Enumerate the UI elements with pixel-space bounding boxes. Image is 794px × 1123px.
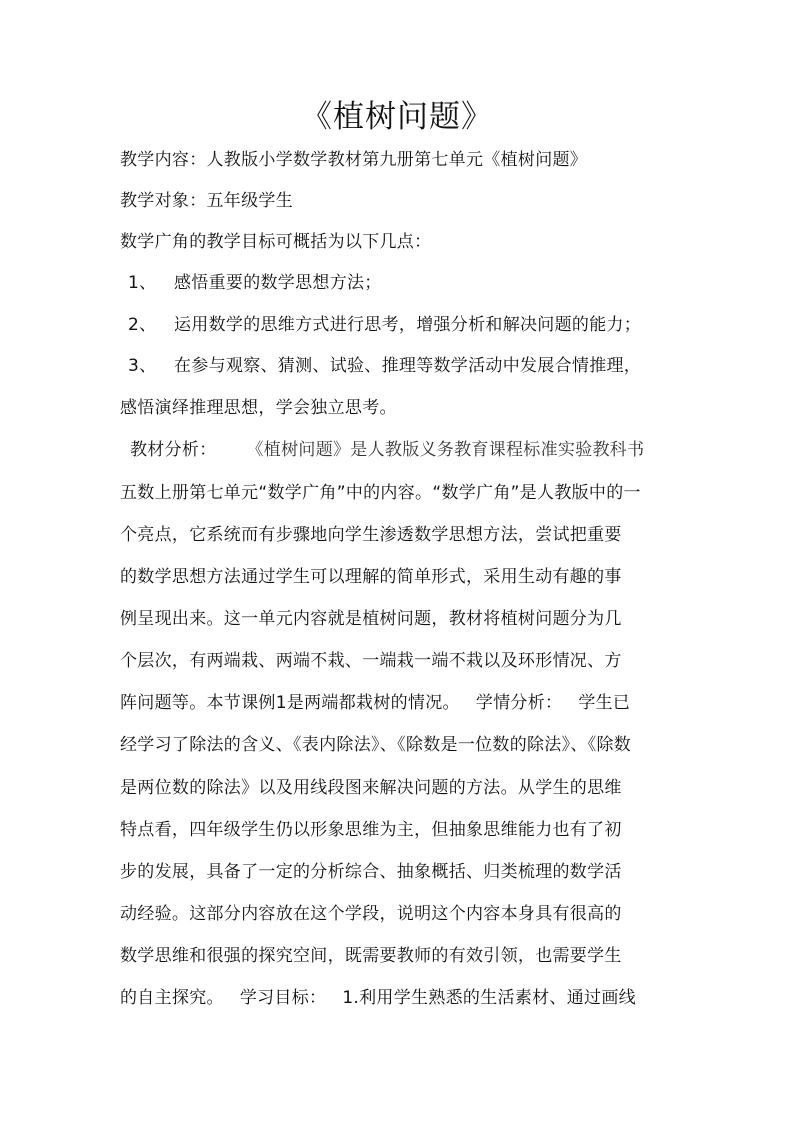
goals-intro-line: 数学广角的教学目标可概括为以下几点：	[120, 232, 432, 252]
student-analysis-line: 特点看，四年级学生仍以形象思维为主，但抽象思维能力也有了初	[120, 820, 622, 840]
student-analysis-line: 数学思维和很强的探究空间，既需要教师的有效引领，也需要学生	[120, 946, 622, 966]
analysis-first-text: 《植树问题》是人教版义务教育课程标准实验教科书	[246, 440, 645, 460]
analysis-line: 的数学思想方法通过学生可以理解的简单形式，采用生动有趣的事	[120, 567, 622, 587]
analysis-line: 个亮点，它系统而有步骤地向学生渗透数学思想方法，尝试把重要	[120, 525, 622, 545]
student-analysis-start: 学生已	[578, 693, 631, 713]
analysis-first-line	[130, 438, 644, 462]
teaching-audience-line: 教学对象：五年级学生	[120, 191, 293, 211]
student-analysis-label: 学情分析：	[475, 693, 563, 713]
goal-item-2	[128, 313, 641, 337]
goal-item-3	[128, 354, 641, 378]
student-analysis-line: 步的发展，具备了一定的分析综合、抽象概括、归类梳理的数学活	[120, 862, 622, 882]
goal-number: 3、	[128, 356, 157, 376]
goal-number: 2、	[128, 315, 157, 335]
document-title: 《植树问题》	[301, 99, 493, 135]
goal-text: 感悟重要的数学思想方法；	[174, 273, 382, 293]
analysis-line: 个层次，有两端栽、两端不栽、一端栽一端不栽以及环形情况、方	[120, 651, 622, 671]
goal-text: 运用数学的思维方式进行思考，增强分析和解决问题的能力；	[174, 315, 642, 335]
objectives-label: 学习目标：	[239, 988, 327, 1008]
goal-number: 1、	[128, 273, 157, 293]
student-analysis-end: 的自主探究。	[120, 988, 224, 1008]
goal-item-1	[128, 271, 382, 295]
analysis-mixed-line	[120, 691, 630, 715]
goal-3-continuation: 感悟演绎推理思想，学会独立思考。	[120, 398, 397, 418]
objectives-line	[120, 986, 636, 1010]
objectives-start: 1.利用学生熟悉的生活素材、通过画线	[342, 988, 636, 1008]
analysis-line: 五数上册第七单元“数学广角”中的内容。“数学广角”是人教版中的一	[120, 483, 641, 503]
student-analysis-line: 动经验。这部分内容放在这个学段，说明这个内容本身具有很高的	[120, 904, 622, 924]
analysis-line: 例呈现出来。这一单元内容就是植树问题，教材将植树问题分为几	[120, 609, 622, 629]
student-analysis-line: 是两位数的除法》以及用线段图来解决问题的方法。从学生的思维	[120, 778, 622, 798]
teaching-content-line: 教学内容：人教版小学数学教材第九册第七单元《植树问题》	[120, 150, 588, 170]
goal-text: 在参与观察、猜测、试验、推理等数学活动中发展合情推理，	[174, 356, 642, 376]
student-analysis-line: 经学习了除法的含义、《表内除法》、《除数是一位数的除法》、《除数	[120, 735, 632, 755]
analysis-label: 教材分析：	[130, 440, 217, 460]
analysis-text: 阵问题等。本节课例1是两端都栽树的情况。	[120, 693, 460, 713]
